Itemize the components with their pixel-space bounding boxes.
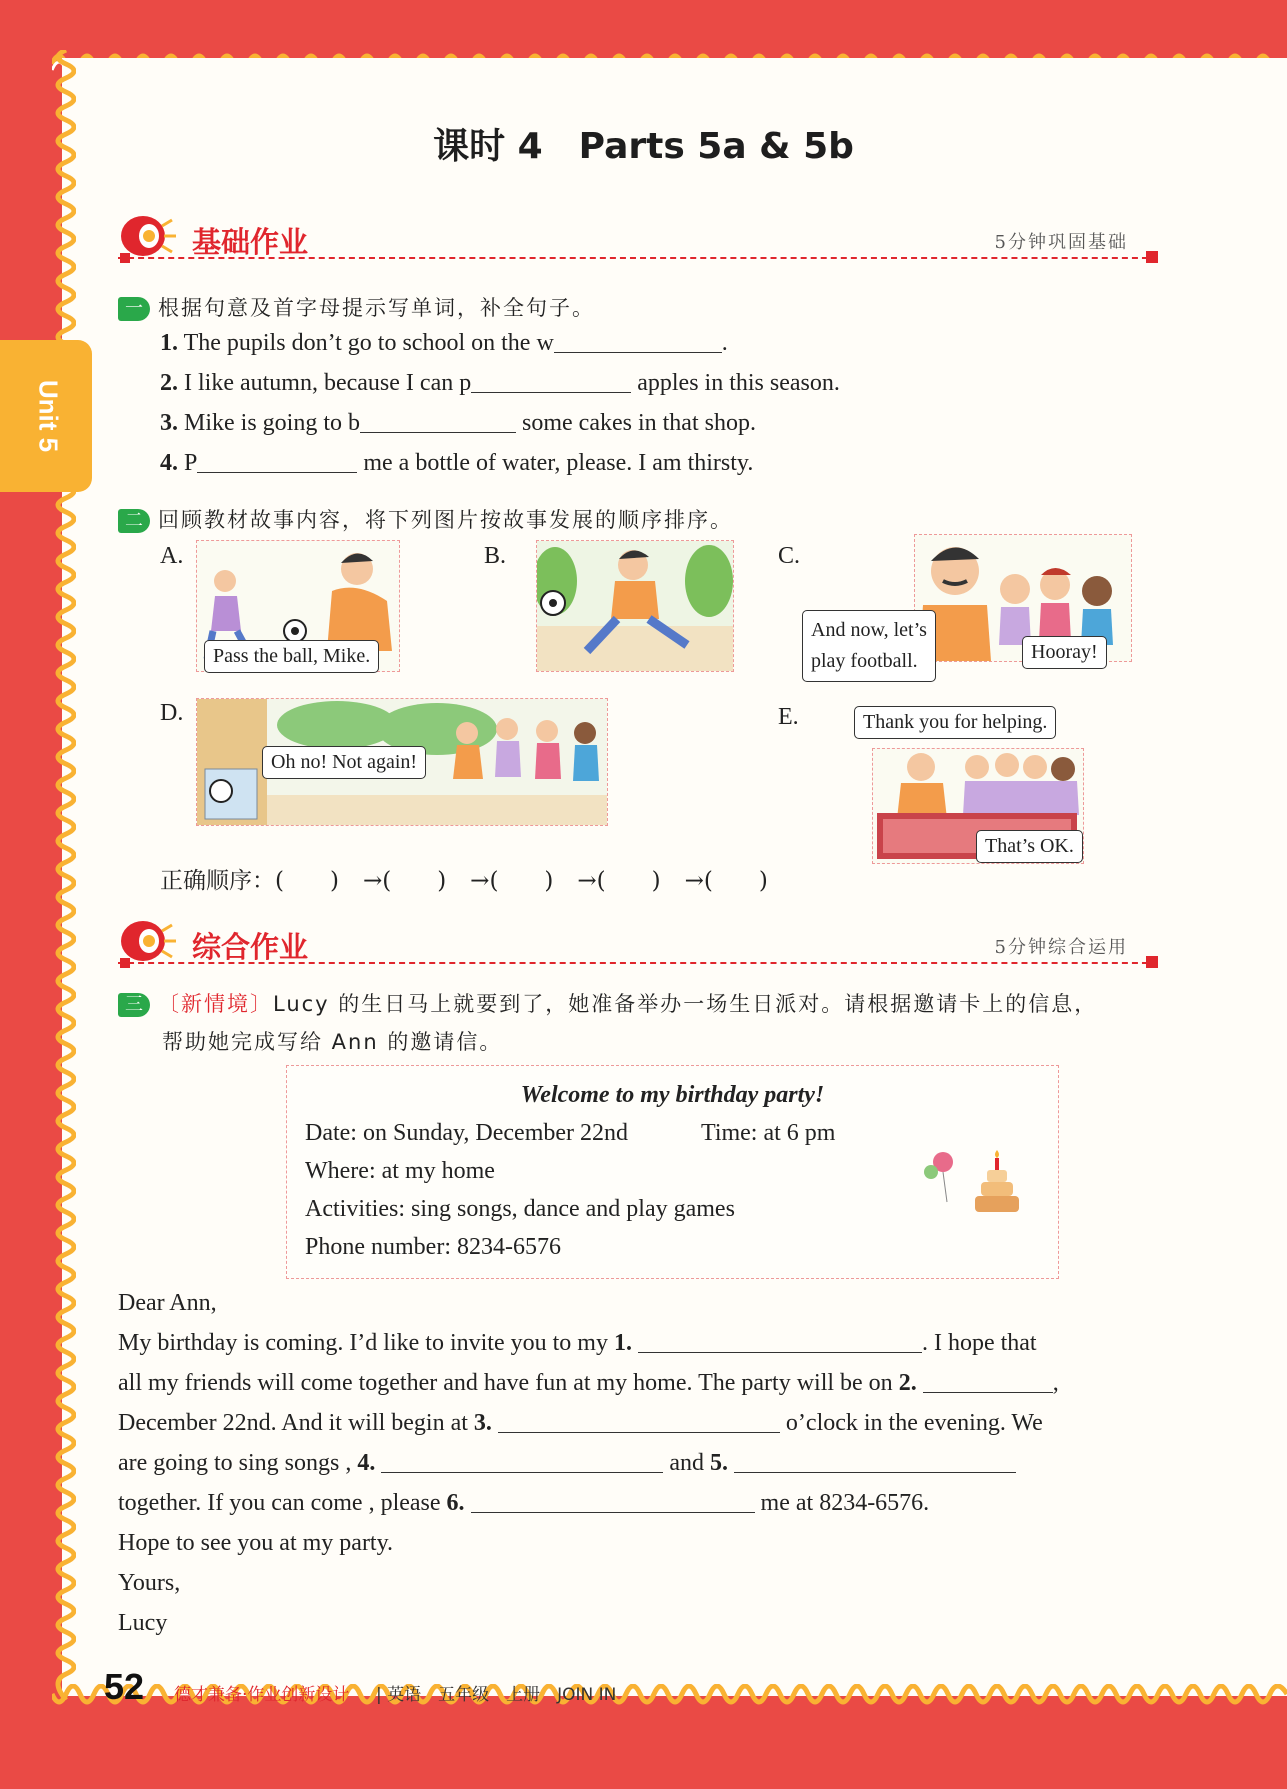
letter-text: together. If you can come , please xyxy=(118,1490,441,1516)
answer-blank[interactable] xyxy=(197,450,357,473)
section-comprehensive-header xyxy=(118,915,1158,975)
speech-bubble: Hooray! xyxy=(1022,636,1107,669)
answer-blank[interactable] xyxy=(381,1450,663,1473)
picture-a-label: A. xyxy=(160,543,184,569)
letter-closing: Yours, xyxy=(118,1570,181,1596)
question-number-badge: 三 xyxy=(118,993,150,1017)
answer-blank[interactable] xyxy=(360,410,516,433)
item-number: 3. xyxy=(160,410,178,436)
card-date: Date: on Sunday, December 22nd xyxy=(305,1120,629,1146)
answer-blank[interactable] xyxy=(471,1490,755,1513)
q1-item-4 xyxy=(160,450,753,477)
speech-bubble: Thank you for helping. xyxy=(854,706,1056,739)
question-2-text: 回顾教材故事内容，将下列图片按故事发展的顺序排序。 xyxy=(158,508,733,532)
new-context-tag: 〔新情境〕 xyxy=(158,992,273,1016)
q1-item-3 xyxy=(160,410,756,437)
section-comprehensive-title: 综合作业 xyxy=(192,930,309,964)
card-activities: Activities: sing songs, dance and play games xyxy=(305,1196,735,1222)
footer-brand: 德才兼备·作业创新设计 xyxy=(174,1685,350,1705)
question-number-badge: 一 xyxy=(118,297,150,321)
card-phone: Phone number: 8234-6576 xyxy=(305,1234,561,1260)
q1-item-2 xyxy=(160,370,840,397)
question-3-text: Lucy 的生日马上就要到了，她准备举办一场生日派对。请根据邀请卡上的信息， xyxy=(273,992,1098,1016)
speech-bubble: And now, let’s play football. xyxy=(802,610,936,682)
card-title: Welcome to my birthday party! xyxy=(520,1082,825,1108)
blank-number: 4. xyxy=(357,1450,376,1476)
item-text: P xyxy=(184,450,198,476)
letter-line-3 xyxy=(118,1410,1158,1446)
picture-d-label: D. xyxy=(160,700,184,726)
item-text: I like autumn, because I can p xyxy=(184,370,472,396)
answer-blank[interactable] xyxy=(554,330,722,353)
order-slot[interactable]: →( ) xyxy=(470,868,554,894)
blank-number: 2. xyxy=(898,1370,917,1396)
letter-text: all my friends will come together and have fun at my home. The party will be on xyxy=(118,1370,893,1396)
item-text: some cakes in that shop. xyxy=(522,410,756,436)
letter-line-4 xyxy=(118,1450,1158,1486)
order-label: 正确顺序： xyxy=(160,868,275,894)
page-number: 52 xyxy=(104,1666,145,1707)
item-text: apples in this season. xyxy=(637,370,840,396)
answer-blank[interactable] xyxy=(471,370,631,393)
section-basic-title: 基础作业 xyxy=(192,225,309,259)
letter-line-2 xyxy=(118,1370,1158,1406)
page-footer xyxy=(104,1666,617,1708)
question-3-instruction-line2: 帮助她完成写给 Ann 的邀请信。 xyxy=(162,1030,503,1054)
letter-text: . I hope that xyxy=(921,1330,1037,1356)
item-text: me a bottle of water, please. I am thirsty. xyxy=(363,450,754,476)
invitation-card xyxy=(286,1065,1059,1279)
answer-blank[interactable] xyxy=(498,1410,780,1433)
blank-number: 1. xyxy=(613,1330,632,1356)
question-3-instruction xyxy=(118,988,1097,1018)
letter-line-1 xyxy=(118,1330,1158,1366)
item-number: 1. xyxy=(160,330,178,356)
footer-subject: | 英语 五年级 上册 JOIN IN xyxy=(376,1685,617,1705)
blank-number: 6. xyxy=(446,1490,465,1516)
letter-text: , xyxy=(1052,1370,1059,1396)
section-basic-note: 5分钟巩固基础 xyxy=(994,232,1128,253)
divider-dot xyxy=(120,958,130,968)
card-time: Time: at 6 pm xyxy=(701,1120,836,1146)
order-slot[interactable]: ( ) xyxy=(275,868,339,894)
letter-line-5 xyxy=(118,1490,1158,1526)
blank-number: 5. xyxy=(709,1450,728,1476)
answer-blank[interactable] xyxy=(638,1330,922,1353)
divider-dot xyxy=(120,253,130,263)
letter-greeting: Dear Ann, xyxy=(118,1290,217,1316)
letter-text: o’clock in the evening. We xyxy=(785,1410,1043,1436)
item-number: 2. xyxy=(160,370,178,396)
section-divider xyxy=(118,257,1158,259)
item-text: . xyxy=(721,330,728,356)
page-title: 课时 4 Parts 5a & 5b xyxy=(433,126,854,167)
blank-number: 3. xyxy=(473,1410,492,1436)
question-2-instruction xyxy=(118,504,733,534)
unit-side-tab xyxy=(0,340,92,492)
letter-signature: Lucy xyxy=(118,1610,168,1636)
picture-e-label: E. xyxy=(778,704,799,730)
unit-tab-label: Unit 5 xyxy=(33,379,64,453)
picture-c-label: C. xyxy=(778,543,801,569)
speech-bubble: Oh no! Not again! xyxy=(262,746,426,779)
birthday-cake-icon xyxy=(913,1140,1023,1220)
q1-item-1 xyxy=(160,330,728,357)
question-1-text: 根据句意及首字母提示写单词，补全句子。 xyxy=(158,296,595,320)
letter-text: and xyxy=(669,1450,704,1476)
card-where: Where: at my home xyxy=(305,1158,495,1184)
order-slot[interactable]: →( ) xyxy=(684,868,768,894)
order-slot[interactable]: →( ) xyxy=(577,868,661,894)
speech-bubble: That’s OK. xyxy=(976,830,1083,863)
wavy-border-left xyxy=(46,50,76,1700)
item-number: 4. xyxy=(160,450,178,476)
order-slot[interactable]: →( ) xyxy=(362,868,447,894)
letter-text: My birthday is coming. I’d like to invite you to my xyxy=(118,1330,608,1356)
section-divider xyxy=(118,962,1158,964)
letter-text: me at 8234-6576. xyxy=(760,1490,930,1516)
section-comprehensive-note: 5分钟综合运用 xyxy=(994,937,1128,958)
divider-dot xyxy=(1146,956,1158,968)
picture-b-label: B. xyxy=(484,543,507,569)
question-number-badge: 二 xyxy=(118,509,150,533)
letter-text: are going to sing songs , xyxy=(118,1450,352,1476)
letter-text: December 22nd. And it will begin at xyxy=(118,1410,468,1436)
picture-b-illustration xyxy=(536,540,734,672)
answer-blank[interactable] xyxy=(923,1370,1053,1393)
divider-dot xyxy=(1146,251,1158,263)
correct-order-line xyxy=(160,862,768,895)
question-1-instruction xyxy=(118,292,595,322)
section-basic-header xyxy=(118,210,1158,270)
speech-bubble: Pass the ball, Mike. xyxy=(204,640,379,673)
boy-running-in-park-illustration xyxy=(537,541,733,671)
item-text: The pupils don’t go to school on the w xyxy=(183,330,554,356)
letter-line-6: Hope to see you at my party. xyxy=(118,1530,394,1556)
item-text: Mike is going to b xyxy=(184,410,361,436)
answer-blank[interactable] xyxy=(734,1450,1016,1473)
